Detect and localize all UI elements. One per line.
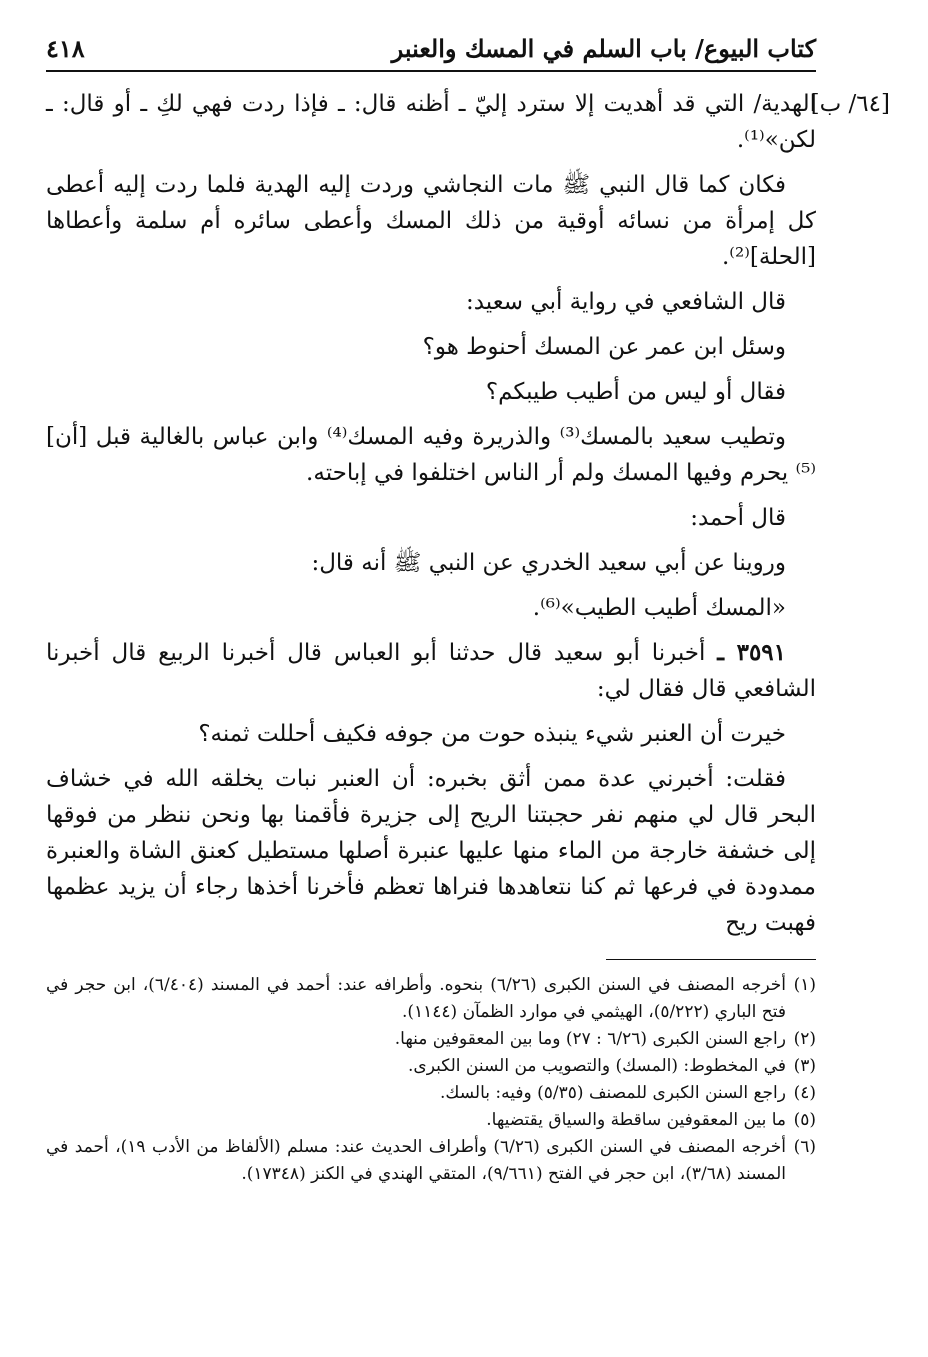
footnote-text: في المخطوط: (المسك) والتصويب من السنن الكبرى. [408,1056,786,1076]
footnote-text: راجع السنن الكبرى (٦/٢٦ : ٢٧) وما بين المعقوفين منها. [394,1029,786,1049]
hadith-text: أخبرنا أبو سعيد قال حدثنا أبو العباس قال أخبرنا الربيع قال أخبرنا الشافعي قال فقال لي: [46,640,816,702]
paragraph: فقلت: أخبرني عدة ممن أثق بخبره: أن العنبر نبات يخلقه الله في خشاف البحر قال لي منهم نفر حجبتنا الريح إلى جزيرة فأقمنا بها ونحن ننظر من فوقها إلى خشفة خارجة من الماء منها عليها عنبرة أصلها مستطيل كعنق الشاة والعنبرة ممدودة في فرعها ثم كنا نتعاهدها فنراها تعظم فأخرنا أخذها رجاء أن يزيد عظمها فهبت ريح [46,766,816,936]
page-number: ٤١٨ [46,33,85,63]
paragraph: قال أحمد: [690,505,786,531]
footnotes [46,972,816,1188]
paragraph: خيرت أن العنبر شيء ينبذه حوت من جوفه فكيف أحللت ثمنه؟ [198,721,786,747]
paragraph: وتطيب سعيد بالمسك⁽³⁾ والذريرة وفيه المسك⁽⁴⁾ وابن عباس بالغالية قبل [أن]⁽⁵⁾ يحرم وفيها المسك ولم أر الناس اختلفوا في إباحته. [46,424,816,486]
footnote-separator [606,959,816,960]
footnote-number: (٦) [793,1137,816,1157]
footnote-number: (٥) [793,1110,816,1130]
manuscript-folio-mark: [٦٤/ ب] [810,91,890,117]
paragraph: وروينا عن أبي سعيد الخدري عن النبي ﷺ أنه قال: [311,550,786,576]
footnote [46,1134,816,1188]
footnote [46,1026,816,1053]
paragraph: قال الشافعي في رواية أبي سعيد: [465,289,786,315]
footnote-text: راجع السنن الكبرى للمصنف (٥/٣٥) وفيه: بالسك. [440,1083,786,1103]
footnote-number: (٣) [793,1056,816,1076]
running-header [46,26,816,72]
footnote [46,1053,816,1080]
footnote [46,972,816,1026]
hadith-paragraph [46,635,816,707]
footnote-text: أخرجه المصنف في السنن الكبرى (٦/٢٦) بنحوه. وأطرافه عند: أحمد في المسند (٦/٤٠٤)، ابن حجر في فتح الباري (٥/٢٢٢)، الهيثمي في موارد الظمآن (١١٤٤). [46,975,786,1022]
paragraph: الهدية/ التي قد أهديت إلا سترد إليّ ـ أظنه قال: ـ فإذا ردت فهي لكِ ـ أو قال: ـ لكن»⁽¹⁾. [46,91,816,153]
footnote [46,1080,816,1107]
footnote [46,1107,816,1134]
paragraph: فقال أو ليس من أطيب طيبكم؟ [485,379,786,405]
running-title: كتاب البيوع/ باب السلم في المسك والعنبر [391,33,816,63]
footnote-text: ما بين المعقوفين ساقطة والسياق يقتضيها. [486,1110,786,1130]
main-text [46,86,890,941]
footnote-number: (٤) [793,1083,816,1103]
footnote-number: (١) [793,975,816,995]
paragraph: «المسك أطيب الطيب»⁽⁶⁾. [532,595,786,621]
footnote-number: (٢) [793,1029,816,1049]
book-page [46,26,890,1188]
paragraph: فكان كما قال النبي ﷺ مات النجاشي وردت إليه الهدية فلما ردت إليه أعطى كل إمرأة من نسائه أوقية من ذلك المسك وأعطى سائره أم سلمة وأعطاها [الحلة]⁽²⁾. [46,172,816,270]
paragraph: وسئل ابن عمر عن المسك أحنوط هو؟ [422,334,786,360]
hadith-number: ٣٥٩١ ـ [717,639,787,666]
footnote-text: أخرجه المصنف في السنن الكبرى (٦/٢٦) وأطراف الحديث عند: مسلم (الألفاظ من الأدب ١٩)، أحمد في المسند (٣/٦٨)، ابن حجر في الفتح (٩/٦٦١)، المتقي الهندي في الكنز (١٧٣٤٨). [46,1137,786,1184]
